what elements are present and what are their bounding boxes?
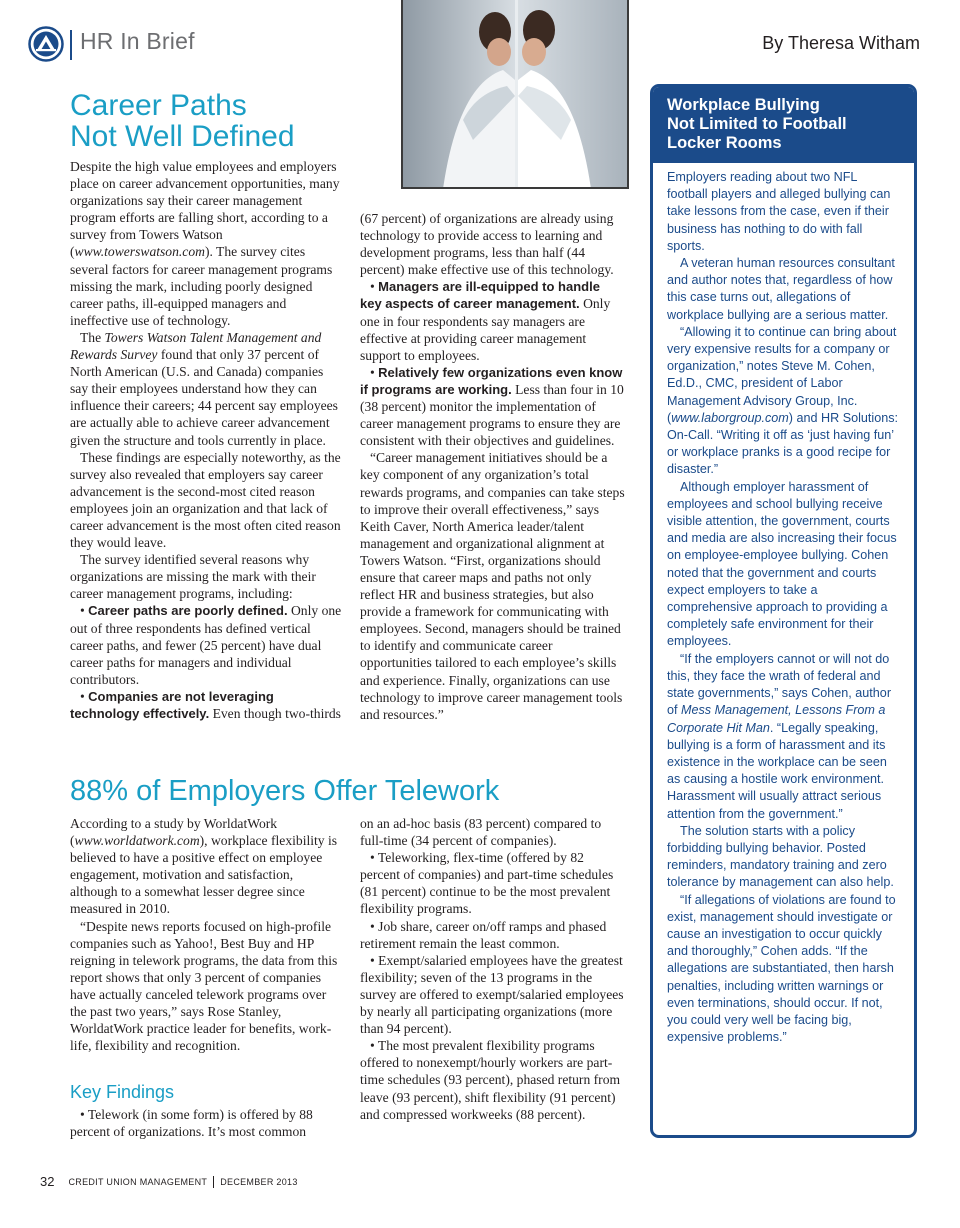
text: Only one in four respondents say managers are effective at providing career management support to employees.: [360, 296, 611, 363]
paragraph: [70, 815, 342, 918]
paragraph: Employers reading about two NFL football players and alleged bullying can take lessons from the case, even if their business has nothing to do with fall sports.: [667, 170, 891, 253]
text: Despite the high value employees and employers place on career advancement opportunities, many organizations say their career management program efforts are falling short, according to a survey from Towers Watson (: [70, 159, 340, 260]
sidebar-title-line3: Locker Rooms: [667, 134, 782, 152]
sidebar-box: [650, 84, 917, 1138]
text: Telework (in some form) is offered by 88 percent of organizations. It’s most common: [70, 1107, 313, 1140]
article1-title: [70, 90, 295, 152]
paragraph: The solution starts with a policy forbidding bullying behavior. Posted reminders, mandatory training and zero tolerance by management can also help.: [667, 823, 894, 890]
text: “Allowing it to continue can bring about very expensive results for a company or organization,” notes Steve M. Cohen, Ed.D., CMC, president of Labor Management Advisory Group, Inc. (: [667, 324, 897, 425]
page-number: 32: [40, 1174, 55, 1189]
byline: By Theresa Witham: [762, 33, 920, 53]
bullet-item: • Managers are ill-equipped to handle key aspects of career management. Only one in four respondents say managers are effective at providing career management support to employees.: [360, 279, 611, 363]
bullet-item: • Job share, career on/off ramps and phased retirement remain the least common.: [360, 918, 607, 951]
article2-column2: [360, 815, 625, 1123]
key-findings-title: Key Findings: [70, 1082, 175, 1102]
url-link[interactable]: www.worldatwork.com: [74, 833, 200, 849]
text: found that only 37 percent of North American (U.S. and Canada) companies say their employees understand how they can influence their careers; 44 percent say employees are actually able to achieve career advancement given the structure and tools currently in place.: [70, 347, 338, 448]
bullet-item: • Teleworking, flex-time (offered by 82 percent of companies) and part-time schedules (81 percent) continue to be the most prevalent flexibility programs.: [360, 850, 614, 917]
paragraph: [667, 651, 900, 823]
paragraph: The survey identified several reasons why organizations are missing the mark with their career management programs, including:: [70, 552, 316, 602]
bullet-heading: Managers are ill-equipped to handle key aspects of career management.: [360, 279, 600, 312]
text: According to a study by WorldatWork (: [70, 816, 278, 849]
sidebar-title-line1: Workplace Bullying: [667, 96, 820, 114]
text: Teleworking, flex-time (offered by 82 percent of companies) and part-time schedules (81 percent) continue to be the most prevalent flexibility programs.: [360, 850, 614, 917]
paragraph: Although employer harassment of employees and school bullying receive visible attention, the government, courts and media are also increasing their focus on employee-employee bullying. Cohen noted that the government and courts expect employers to take a comprehensive approach to providing a completely safe environment for their employees.: [667, 479, 897, 649]
text: “If the employers cannot or will not do this, they face the wrath of federal and state governments,” says Cohen, author of: [667, 651, 892, 718]
paragraph: “Despite news reports focused on high-profile companies such as Yahoo!, Best Buy and HP reigning in telework programs, the data from this report shows that only 3 percent of companies have actually canceled telework programs over the past two years,” says Rose Stanley, WorldatWork practice leader for benefits, work-life, flexibility and recognition.: [70, 918, 338, 1054]
issue-date: DECEMBER 2013: [220, 1176, 298, 1187]
article1-column1: [70, 158, 342, 722]
text: ). The survey cites several factors for career management programs missing the mark, including poorly designed career paths, ill-equipped managers and ineffective use of technology.: [70, 244, 333, 328]
section-label: HR In Brief: [80, 28, 195, 54]
paragraph: These findings are especially noteworthy, as the survey also revealed that employers say career advancement is the second-most cited reason employees join an organization and that lack of career advancement is the most often cited reason they would leave.: [70, 449, 341, 551]
article1-title-line2: Not Well Defined: [70, 120, 295, 153]
text: The most prevalent flexibility programs offered to nonexempt/hourly workers are part-time schedules (93 percent), phased return from leave (93 percent), shift flexibility (91 percent) and compressed workweeks (88 percent).: [360, 1038, 621, 1122]
key-findings-column: [70, 1106, 342, 1140]
paragraph: [667, 324, 900, 479]
text: The: [80, 329, 105, 345]
text: ), workplace flexibility is believed to have a positive effect on employee engagement, motivation and satisfaction, although to a somewhat lesser degree since measured in 2010.: [70, 833, 338, 917]
sidebar-body: [653, 163, 914, 1046]
text: Even though two-thirds: [209, 706, 341, 721]
paragraph: [70, 158, 342, 329]
paragraph: [70, 329, 342, 449]
woman-leaning-on-mirror-image: [403, 0, 629, 189]
survey-title: Towers Watson Talent Management and Rewards Survey: [70, 329, 322, 363]
publication-logo: [28, 26, 64, 62]
publication-name: CREDIT UNION MANAGEMENT: [68, 1176, 208, 1187]
paragraph: (67 percent) of organizations are already using technology to provide access to learning and development programs, less than half (44 percent) make effective use of this technology.: [360, 211, 614, 278]
paragraph: “If allegations of violations are found to exist, management should investigate or cause an investigation to occur quickly and thoroughly,” Cohen adds. “If the allegations are substantiated, then harsh penalties, including written warnings or even terminations, should occur. If not, you could very well be facing big, expensive problems.”: [667, 892, 896, 1045]
bullet-item: • Relatively few organizations even know if programs are working. Less than four in 10 (38 percent) monitor the implementation of career management programs to ensure they are consistent with their objectives and guidelines.: [360, 364, 624, 449]
text: . “Legally speaking, bullying is a form of harassment and its existence in the workplace can be seen as causing a hostile work environment. Harassment will usually attract serious attention from the government.”: [667, 720, 887, 821]
header-divider: [70, 30, 72, 60]
bullet-heading: Relatively few organizations even know if programs are working.: [360, 364, 623, 397]
text: Only one out of three respondents has defined vertical career paths, and fewer (25 percent) have dual career paths for managers and individual contributors.: [70, 603, 342, 687]
footer-divider: [213, 1176, 214, 1188]
sidebar-title-line2: Not Limited to Football: [667, 115, 847, 133]
article2-title: 88% of Employers Offer Telework: [70, 775, 500, 807]
bullet-item: • Telework (in some form) is offered by 88 percent of organizations. It’s most common: [70, 1107, 313, 1140]
article-photo: [401, 0, 629, 189]
url-link[interactable]: www.laborgroup.com: [671, 410, 789, 425]
article1-column2: [360, 210, 625, 723]
text: Job share, career on/off ramps and phased retirement remain the least common.: [360, 918, 607, 951]
bullet-item: • Companies are not leveraging technology effectively. Even though two-thirds: [70, 688, 341, 721]
paragraph: on an ad-hoc basis (83 percent) compared to full-time (34 percent of companies).: [360, 816, 602, 849]
text: Exempt/salaried employees have the greatest flexibility; seven of the 13 programs in the survey are offered to exempt/salaried employees by nearly all participating organizations (more than 94 percent).: [360, 952, 624, 1037]
bullet-item: • Exempt/salaried employees have the greatest flexibility; seven of the 13 programs in the survey are offered to exempt/salaried employees by nearly all participating organizations (more than 94 percent).: [360, 952, 624, 1037]
text: Less than four in 10 (38 percent) monitor the implementation of career management programs to ensure they are consistent with their objectives and guidelines.: [360, 381, 624, 449]
bullet-item: • Career paths are poorly defined. Only one out of three respondents has defined vertical career paths, and fewer (25 percent) have dual career paths for managers and individual contributors.: [70, 603, 342, 687]
logo-icon: [28, 26, 64, 62]
sidebar-title: [653, 87, 914, 163]
url-link[interactable]: www.towerswatson.com: [74, 244, 205, 260]
paragraph: A veteran human resources consultant and author notes that, regardless of how this case turns out, allegations of workplace bullying are a serious matter.: [667, 256, 895, 322]
text: ) and HR Solutions: On-Call. “Writing it off as ‘just having fun’ or workplace pranks is a good recipe for disaster.”: [667, 410, 898, 477]
bullet-heading: Career paths are poorly defined.: [88, 603, 288, 619]
article2-column1: [70, 815, 342, 1054]
book-title: Mess Management, Lessons From a Corporate Hit Man: [667, 703, 886, 735]
paragraph: “Career management initiatives should be a key component of any organization’s total rewards programs, and companies can take steps to improve their overall effectiveness,” says Keith Caver, North America leader/talent management and organizational alignment at Towers Watson. “First, organizations should ensure that career maps and paths not only reflect HR and business strategies, but also provide a framework for communicating with employees. Second, managers should be trained to identify and communicate career opportunities tailored to each employee’s skills and experience. Finally, organizations can use technology to improve career management tools and resources.”: [360, 450, 625, 722]
bullet-item: • The most prevalent flexibility programs offered to nonexempt/hourly workers are part-time schedules (93 percent), phased return from leave (93 percent), shift flexibility (91 percent) and compressed workweeks (88 percent).: [360, 1038, 621, 1122]
article1-title-line1: Career Paths: [70, 89, 247, 122]
bullet-heading: Companies are not leveraging technology effectively.: [70, 688, 274, 721]
page-footer: [40, 1174, 298, 1189]
